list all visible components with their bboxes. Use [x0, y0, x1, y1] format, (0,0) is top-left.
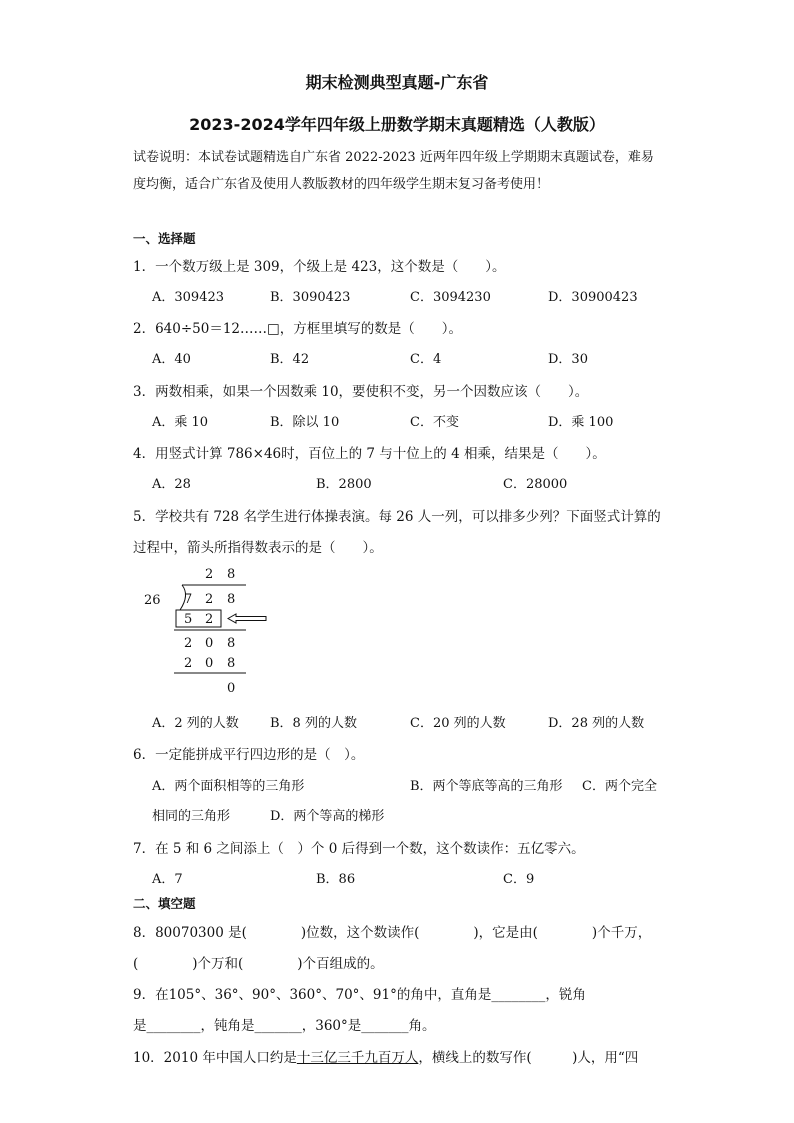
q2-option-d: D．30 — [548, 352, 588, 367]
question-2: 2．640÷50＝12……□，方框里填写的数是（ ）。 — [133, 321, 463, 337]
question-10 — [133, 1046, 638, 1066]
q2-option-a: A．40 — [152, 352, 191, 367]
q3-option-d: D．乘 100 — [548, 415, 614, 430]
q1-option-d: D．30900423 — [548, 290, 638, 305]
question-5-line1: 5．学校共有 728 名学生进行体操表演。每 26 人一列，可以排多少列？下面竖式计算的 — [133, 509, 661, 525]
quotient-digit-ones: 8 — [227, 567, 236, 582]
step2-digit-1: 2 — [184, 636, 193, 651]
question-9-line1: 9．在105°、36°、90°、360°、70°、91°的角中，直角是________，锐角 — [133, 987, 586, 1003]
section-heading-choice: 一、选择题 — [133, 231, 196, 246]
q7-option-b: B．86 — [316, 872, 356, 887]
quotient-digit-tens: 2 — [205, 567, 214, 582]
question-4: 4．用竖式计算 786×46时，百位上的 7 与十位上的 4 相乘，结果是（ ）。 — [133, 446, 606, 462]
q5-option-d: D．28 列的人数 — [548, 716, 645, 731]
divisor: 26 — [144, 593, 161, 608]
q10-text-post: ，横线上的数写作( )人，用“四 — [418, 1050, 639, 1066]
q3-option-b: B．除以 10 — [270, 415, 340, 430]
q5-option-c: C．20 列的人数 — [410, 716, 506, 731]
q6-option-c-line1: C．两个完全 — [582, 779, 657, 794]
dividend-digit-2: 2 — [205, 592, 214, 607]
doc-description: 试卷说明：本试卷试题精选自广东省 2022-2023 近两年四年级上学期期末真题试卷，难易度均衡，适合广东省及使用人教版教材的四年级学生期末复习备考使用！ — [133, 150, 654, 192]
question-6: 6．一定能拼成平行四边形的是（ ）。 — [133, 747, 365, 763]
remainder: 0 — [227, 681, 236, 696]
q3-option-c: C．不变 — [410, 415, 459, 430]
q4-option-a: A．28 — [152, 477, 191, 492]
q2-option-b: B．42 — [270, 352, 310, 367]
step3-digit-1: 2 — [184, 656, 193, 671]
q10-text-pre: 10．2010 年中国人口约是 — [133, 1050, 297, 1066]
q1-option-b: B．3090423 — [270, 290, 351, 305]
q4-option-b: B．2800 — [316, 477, 372, 492]
arrow-icon — [228, 614, 266, 623]
question-1: 1．一个数万级上是 309，个级上是 423，这个数是（ ）。 — [133, 259, 506, 275]
q6-option-a: A．两个面积相等的三角形 — [152, 779, 305, 794]
question-8-line2: ( )个万和( )个百组成的。 — [133, 956, 384, 972]
step1-digit-2: 2 — [205, 612, 214, 627]
q7-option-a: A．7 — [152, 872, 183, 887]
step2-digit-3: 8 — [227, 636, 236, 651]
q6-option-b: B．两个等底等高的三角形 — [410, 779, 563, 794]
question-3: 3．两数相乘，如果一个因数乘 10，要使积不变，另一个因数应该（ ）。 — [133, 384, 589, 400]
q6-option-c-line2: 相同的三角形 — [152, 809, 231, 824]
q10-underlined: 十三亿三千九百万人 — [296, 1050, 419, 1066]
dividend-digit-1: 7 — [184, 592, 193, 607]
q7-option-c: C．9 — [503, 872, 535, 887]
step3-digit-3: 8 — [227, 656, 236, 671]
long-division-figure — [130, 560, 290, 700]
q5-option-a: A．2 列的人数 — [152, 716, 239, 731]
dividend-digit-3: 8 — [227, 592, 236, 607]
question-7: 7．在 5 和 6 之间添上（ ）个 0 后得到一个数，这个数读作：五亿零六。 — [133, 841, 585, 857]
question-5-line2: 过程中，箭头所指得数表示的是（ ）。 — [133, 540, 383, 556]
question-8-line1: 8．80070300 是( )位数，这个数读作( )，它是由( )个千万， — [133, 925, 652, 941]
highlight-box — [176, 610, 221, 627]
q4-option-c: C．28000 — [503, 477, 568, 492]
step3-digit-2: 0 — [205, 656, 214, 671]
doc-subtitle: 2023-2024学年四年级上册数学期末真题精选（人教版） — [189, 115, 605, 134]
step2-digit-2: 0 — [205, 636, 214, 651]
q2-option-c: C．4 — [410, 352, 442, 367]
q3-option-a: A．乘 10 — [152, 415, 209, 430]
section-heading-fill: 二、填空题 — [133, 896, 196, 911]
q1-option-a: A．309423 — [152, 290, 225, 305]
question-9-line2: 是________，钝角是_______，360°是_______角。 — [133, 1018, 436, 1034]
q1-option-c: C．3094230 — [410, 290, 491, 305]
q5-option-b: B．8 列的人数 — [270, 716, 357, 731]
step1-digit-1: 5 — [184, 612, 193, 627]
doc-title: 期末检测典型真题-广东省 — [305, 73, 489, 92]
q6-option-d: D．两个等高的梯形 — [270, 809, 385, 824]
